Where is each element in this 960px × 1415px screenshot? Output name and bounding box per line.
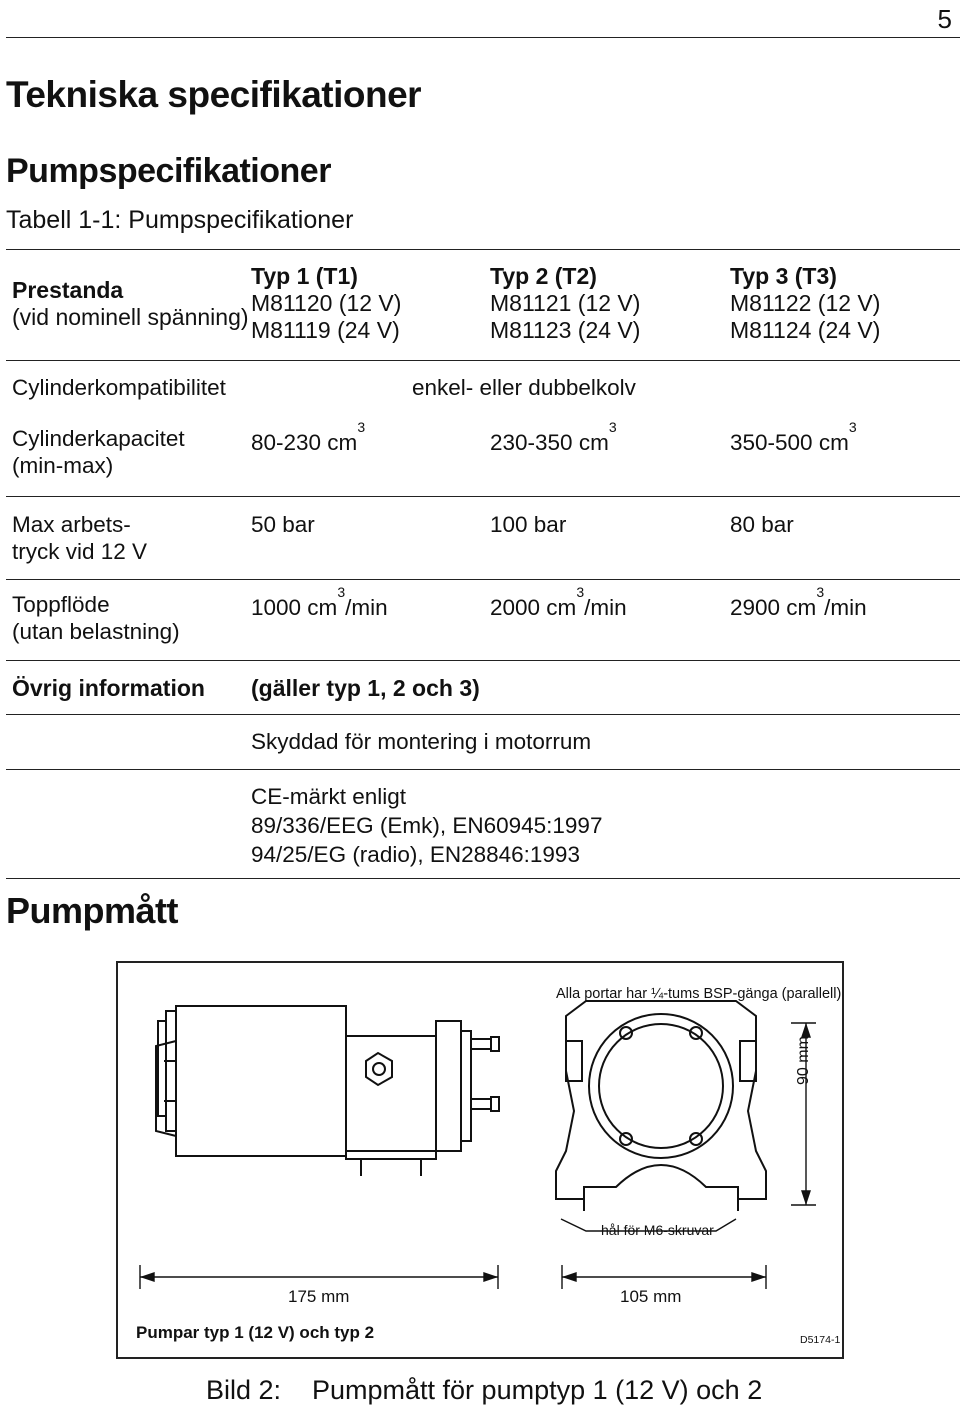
ports-note: Alla portar har ¼-tums BSP-gänga (parallell) (556, 986, 842, 1002)
table-header-type1 (251, 263, 401, 344)
page-number: 5 (937, 4, 952, 34)
capacity-type1 (251, 419, 366, 456)
drawing-id: D5174-1 (800, 1334, 841, 1346)
other-info-label: Övrig information (12, 675, 205, 701)
flow-type2-suffix: /min (584, 595, 627, 620)
flow-type1-value: 1000 cm (251, 595, 338, 620)
type3-title: Typ 3 (T3) (730, 263, 837, 289)
ce-line-1: CE-märkt enligt (251, 784, 407, 809)
pressure-label-line2: tryck vid 12 V (12, 539, 148, 564)
capacity-label-line1: Cylinderkapacitet (12, 426, 185, 451)
capacity-type1-sup: 3 (357, 419, 366, 435)
side-view-motor (156, 1006, 499, 1176)
capacity-type2-value: 230-350 cm (490, 430, 609, 455)
type2-model-12v: M81121 (12 V) (490, 290, 641, 316)
pressure-label (12, 511, 147, 565)
flow-type2 (490, 584, 627, 621)
other-info-rule (6, 714, 960, 715)
front-view-pump (556, 1001, 766, 1211)
type3-model-24v: M81124 (24 V) (730, 317, 881, 343)
flow-type1 (251, 584, 388, 621)
pressure-type2: 100 bar (490, 512, 567, 537)
flow-type2-sup: 3 (576, 584, 585, 600)
other-info-scope: (gäller typ 1, 2 och 3) (251, 675, 480, 701)
table-caption: Tabell 1-1: Pumpspecifikationer (6, 206, 354, 234)
flow-rule (6, 660, 960, 661)
ce-line-3: 94/25/EG (radio), EN28846:1993 (251, 842, 580, 867)
engine-room-rule (6, 769, 960, 770)
flow-label-line1: Toppflöde (12, 592, 110, 617)
capacity-type2 (490, 419, 617, 456)
capacity-type2-sup: 3 (608, 419, 617, 435)
main-heading: Tekniska specifikationer (6, 74, 422, 115)
length-dimension-label: 175 mm (288, 1287, 350, 1306)
capacity-label (12, 425, 185, 479)
capacity-type3-sup: 3 (848, 419, 857, 435)
top-rule (6, 37, 960, 38)
type1-title: Typ 1 (T1) (251, 263, 358, 289)
width-dimension-label: 105 mm (620, 1287, 682, 1306)
capacity-type3-value: 350-500 cm (730, 430, 849, 455)
compat-value: enkel- eller dubbelkolv (412, 375, 636, 400)
capacity-label-line2: (min-max) (12, 453, 114, 478)
dimensions-heading: Pumpmått (6, 890, 179, 931)
type2-title: Typ 2 (T2) (490, 263, 597, 289)
flow-type3-sup: 3 (816, 584, 825, 600)
compat-label: Cylinderkompatibilitet (12, 375, 226, 400)
type1-model-12v: M81120 (12 V) (251, 290, 402, 316)
pressure-rule (6, 579, 960, 580)
type3-model-12v: M81122 (12 V) (730, 290, 881, 316)
figure-caption-label: Bild 2: (206, 1375, 282, 1405)
table-header-type3 (730, 263, 880, 344)
type2-model-24v: M81123 (24 V) (490, 317, 641, 343)
pressure-label-line1: Max arbets- (12, 512, 131, 537)
capacity-type1-value: 80-230 cm (251, 430, 358, 455)
table-header-performance (12, 277, 249, 331)
header-rule (6, 360, 960, 361)
holes-label: hål för M6-skruvar (601, 1222, 714, 1238)
pressure-type3: 80 bar (730, 512, 794, 537)
pump-types-label: Pumpar typ 1 (12 V) och typ 2 (136, 1323, 375, 1342)
flow-type3 (730, 584, 867, 621)
flow-type1-suffix: /min (345, 595, 388, 620)
ce-line-2: 89/336/EEG (Emk), EN60945:1997 (251, 813, 603, 838)
pressure-type1: 50 bar (251, 512, 315, 537)
ce-marking (251, 782, 602, 869)
flow-type3-value: 2900 cm (730, 595, 817, 620)
flow-label (12, 591, 180, 645)
flow-type3-suffix: /min (824, 595, 867, 620)
capacity-type3 (730, 419, 857, 456)
figure-caption-text: Pumpmått för pumptyp 1 (12 V) och 2 (312, 1375, 763, 1405)
table-header-type2 (490, 263, 640, 344)
table-bottom-rule (6, 878, 960, 879)
engine-room-note: Skyddad för montering i motorrum (251, 729, 592, 754)
table-top-rule (6, 249, 960, 250)
sub-heading: Pumpspecifikationer (6, 152, 331, 190)
performance-sublabel: (vid nominell spänning) (12, 304, 249, 330)
flow-type2-value: 2000 cm (490, 595, 577, 620)
capacity-rule (6, 496, 960, 497)
height-dimension-label: 90 mm (795, 1036, 812, 1085)
type1-model-24v: M81119 (24 V) (251, 317, 400, 343)
pump-drawing (116, 961, 844, 1359)
flow-type1-sup: 3 (337, 584, 346, 600)
flow-label-line2: (utan belastning) (12, 619, 180, 644)
performance-label: Prestanda (12, 277, 124, 303)
